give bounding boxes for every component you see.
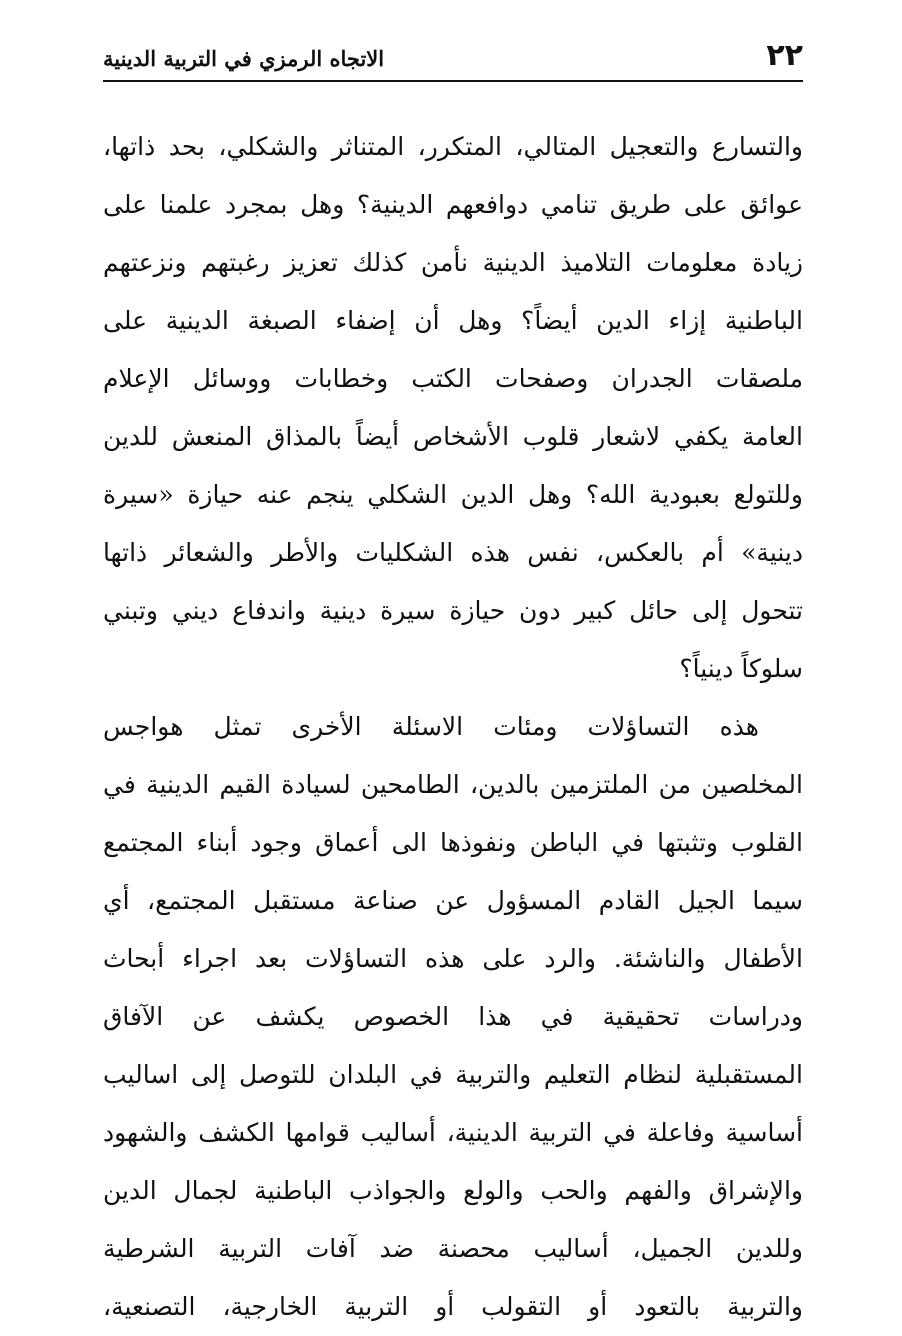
text-line: تتحول إلى حائل كبير دون حيازة سيرة دينية واندفاع ديني وتبني (103, 596, 803, 625)
text-line: أساسية وفاعلة في التربية الدينية، أساليب قوامها الكشف والشهود (103, 1118, 803, 1147)
page-body (103, 118, 803, 1336)
text-line: عوائق على طريق تنامي دوافعهم الدينية؟ وهل بمجرد علمنا على (103, 190, 803, 219)
text-line: القلوب وتثبتها في الباطن ونفوذها الى أعماق وجود أبناء المجتمع (103, 828, 803, 857)
text-line: وللتولع بعبودية الله؟ وهل الدين الشكلي ينجم عنه حيازة «سيرة (103, 480, 803, 509)
text-line: زيادة معلومات التلاميذ الدينية نأمن كذلك تعزيز رغبتهم ونزعتهم (103, 248, 803, 277)
text-line: العامة يكفي لاشعار قلوب الأشخاص أيضاً بالمذاق المنعش للدين (103, 422, 803, 451)
paragraph-2 (103, 698, 803, 1336)
text-line: المستقبلية لنظام التعليم والتربية في البلدان للتوصل إلى اساليب (103, 1060, 803, 1089)
text-line: هذه التساؤلات ومئات الاسئلة الأخرى تمثل هواجس (103, 712, 759, 741)
text-line: سيما الجيل القادم المسؤول عن صناعة مستقبل المجتمع، أي (103, 886, 803, 915)
text-line: الأطفال والناشئة. والرد على هذه التساؤلات بعد اجراء أبحاث (103, 944, 803, 973)
text-line: والإشراق والفهم والحب والولع والجواذب الباطنية لجمال الدين (103, 1176, 803, 1205)
page-number: ٢٢ (766, 38, 803, 73)
text-line: والتسارع والتعجيل المتالي، المتكرر، المتناثر والشكلي، بحد ذاتها، (103, 132, 803, 161)
running-title: الاتجاه الرمزي في التربية الدينية (103, 46, 385, 71)
text-line: والتربية بالتعود أو التقولب أو التربية الخارجية، التصنعية، (103, 1292, 803, 1321)
text-line: المخلصين من الملتزمين بالدين، الطامحين لسيادة القيم الدينية في (103, 770, 803, 799)
text-line: الباطنية إزاء الدين أيضاً؟ وهل أن إضفاء الصبغة الدينية على (103, 306, 803, 335)
text-line: ملصقات الجدران وصفحات الكتب وخطابات ووسائل الإعلام (103, 364, 803, 393)
text-line: ودراسات تحقيقية في هذا الخصوص يكشف عن الآفاق (103, 1002, 803, 1031)
page-header (103, 34, 803, 82)
text-line: سلوكاً دينياً؟ (679, 654, 803, 683)
text-line: وللدين الجميل، أساليب محصنة ضد آفات التربية الشرطية (103, 1234, 803, 1263)
paragraph-1 (103, 118, 803, 698)
text-line: دينية» أم بالعكس، نفس هذه الشكليات والأطر والشعائر ذاتها (103, 538, 803, 567)
